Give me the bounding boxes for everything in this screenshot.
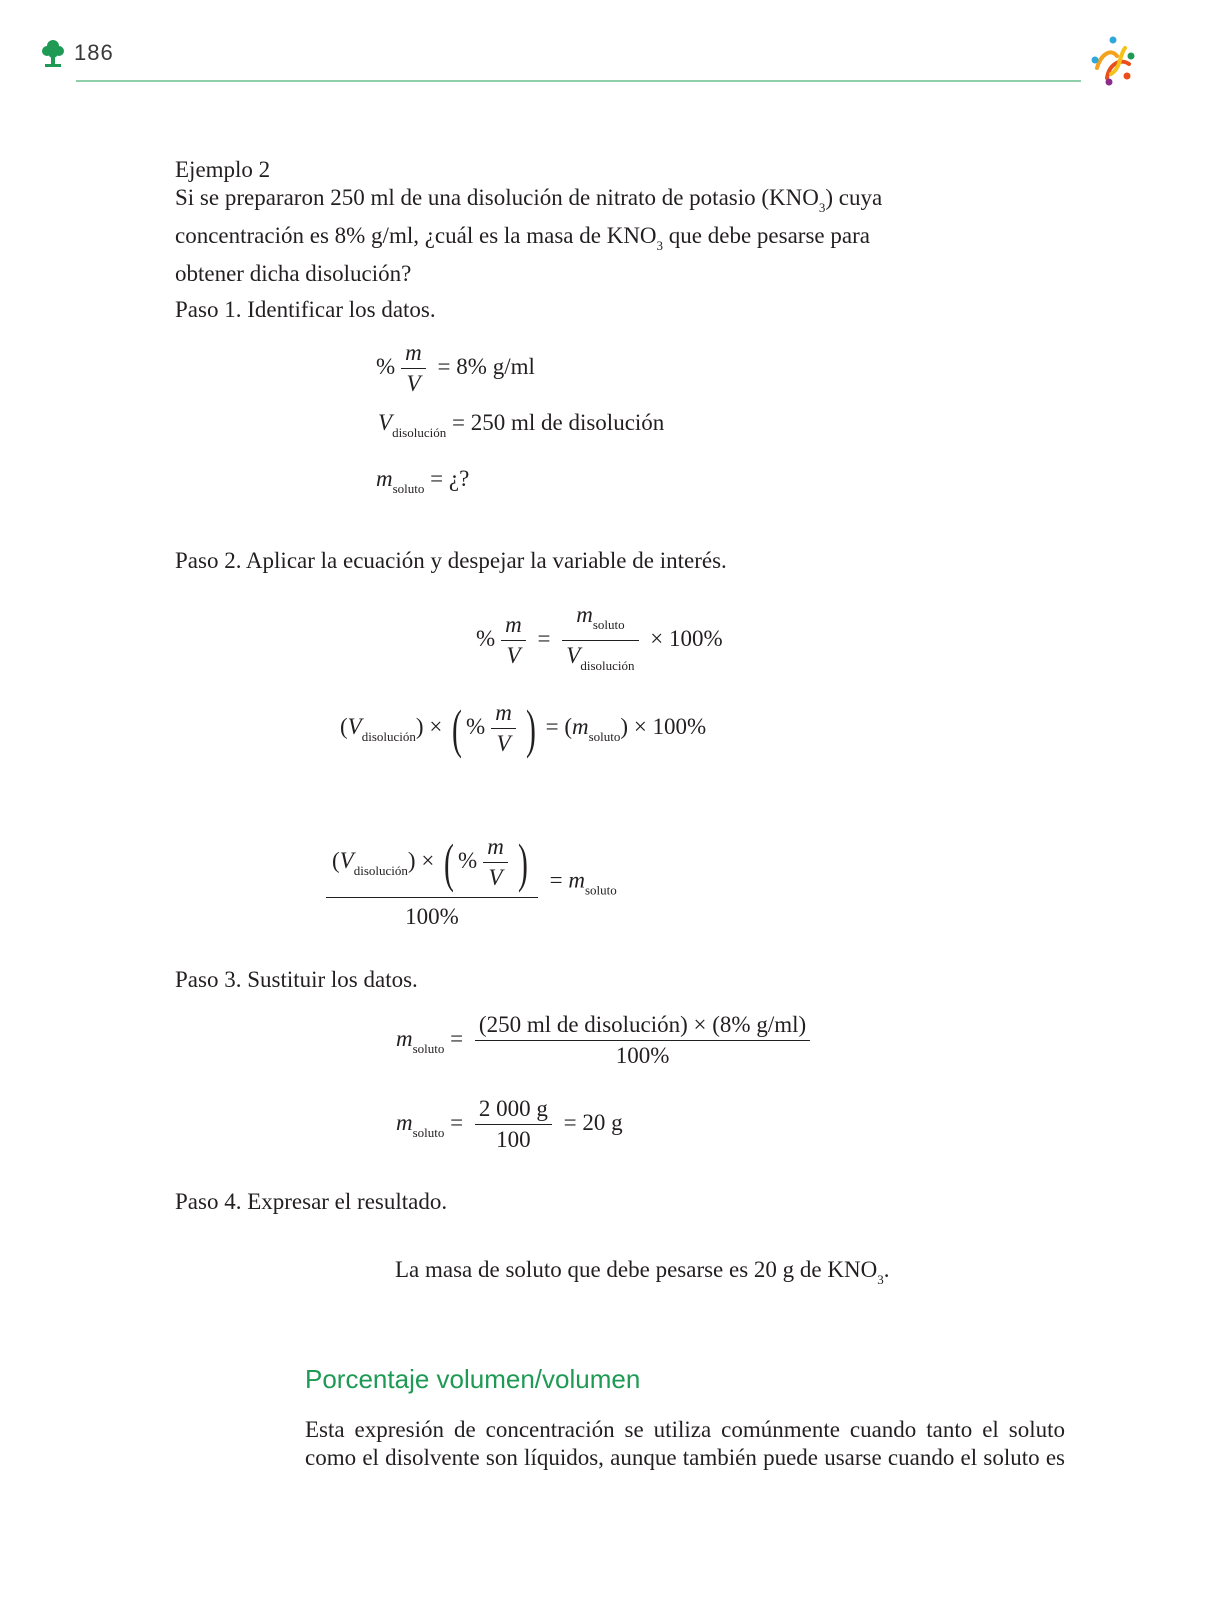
eq-definition: % $\frac{m}{V}$ = $\frac{m_{soluto}}{V_{disolución}}$ × 100% — [476, 602, 723, 673]
paragraph-line-1: Esta expresión de concentración se utiliza comúnmente cuando tanto el soluto — [305, 1417, 1065, 1442]
statement-line-3: obtener dicha disolución? — [175, 261, 412, 286]
eq-substitution: $m_{soluto}$ = $\frac{\text{(250 ml de disolución) × (8\% g/ml)}}{100\%}$ — [396, 1012, 816, 1069]
eq-volume: $V_{disolución} = 250$ ml de disolución — [378, 410, 665, 440]
example-title: Ejemplo 2 — [175, 157, 271, 182]
statement-line-2: concentración es 8% g/ml, ¿cuál es la masa de $KNO_3$ que debe pesarse para — [175, 223, 870, 253]
eq-rearranged: $(V_{disolución})$ × ( % $\frac{m}{V}$ ) = $(m_{soluto}) \times 100\%$ — [340, 698, 707, 759]
step3-heading: Paso 3. Sustituir los datos. — [175, 967, 418, 992]
tree-logo-icon — [40, 38, 66, 68]
eq-concentration: % $\frac{m}{V}$ = 8% g/ml — [376, 340, 535, 396]
section-paragraph — [305, 1416, 1065, 1472]
statement-line-1: Si se prepararon 250 ml de una disolución de nitrato de potasio $(KNO_3)$ cuya — [175, 185, 883, 215]
result-statement: La masa de soluto que debe pesarse es 20 g de $KNO_3$. — [395, 1257, 890, 1287]
section-heading: Porcentaje volumen/volumen — [305, 1364, 641, 1394]
eq-mass-unknown: $m_{soluto}$ = ¿? — [376, 466, 470, 496]
page-number: 186 — [74, 40, 114, 65]
eq-result: $m_{soluto}$ = $\frac{2 000 g}{100}$ = 20 g — [396, 1096, 623, 1152]
eq-solved: $(V_{disolución})$ × ( % $\frac{m}{V}$ ) 100% = $m_{soluto}$ — [326, 834, 617, 930]
step4-heading: Paso 4. Expresar el resultado. — [175, 1189, 448, 1214]
header-rule — [76, 80, 1081, 82]
paragraph-line-2: como el disolvente son líquidos, aunque también puede usarse cuando el soluto es — [305, 1445, 1065, 1470]
step2-heading: Paso 2. Aplicar la ecuación y despejar la variable de interés. — [175, 548, 727, 573]
example-statement — [175, 184, 912, 288]
step1-heading: Paso 1. Identificar los datos. — [175, 297, 436, 322]
emblem-icon — [1087, 34, 1139, 86]
